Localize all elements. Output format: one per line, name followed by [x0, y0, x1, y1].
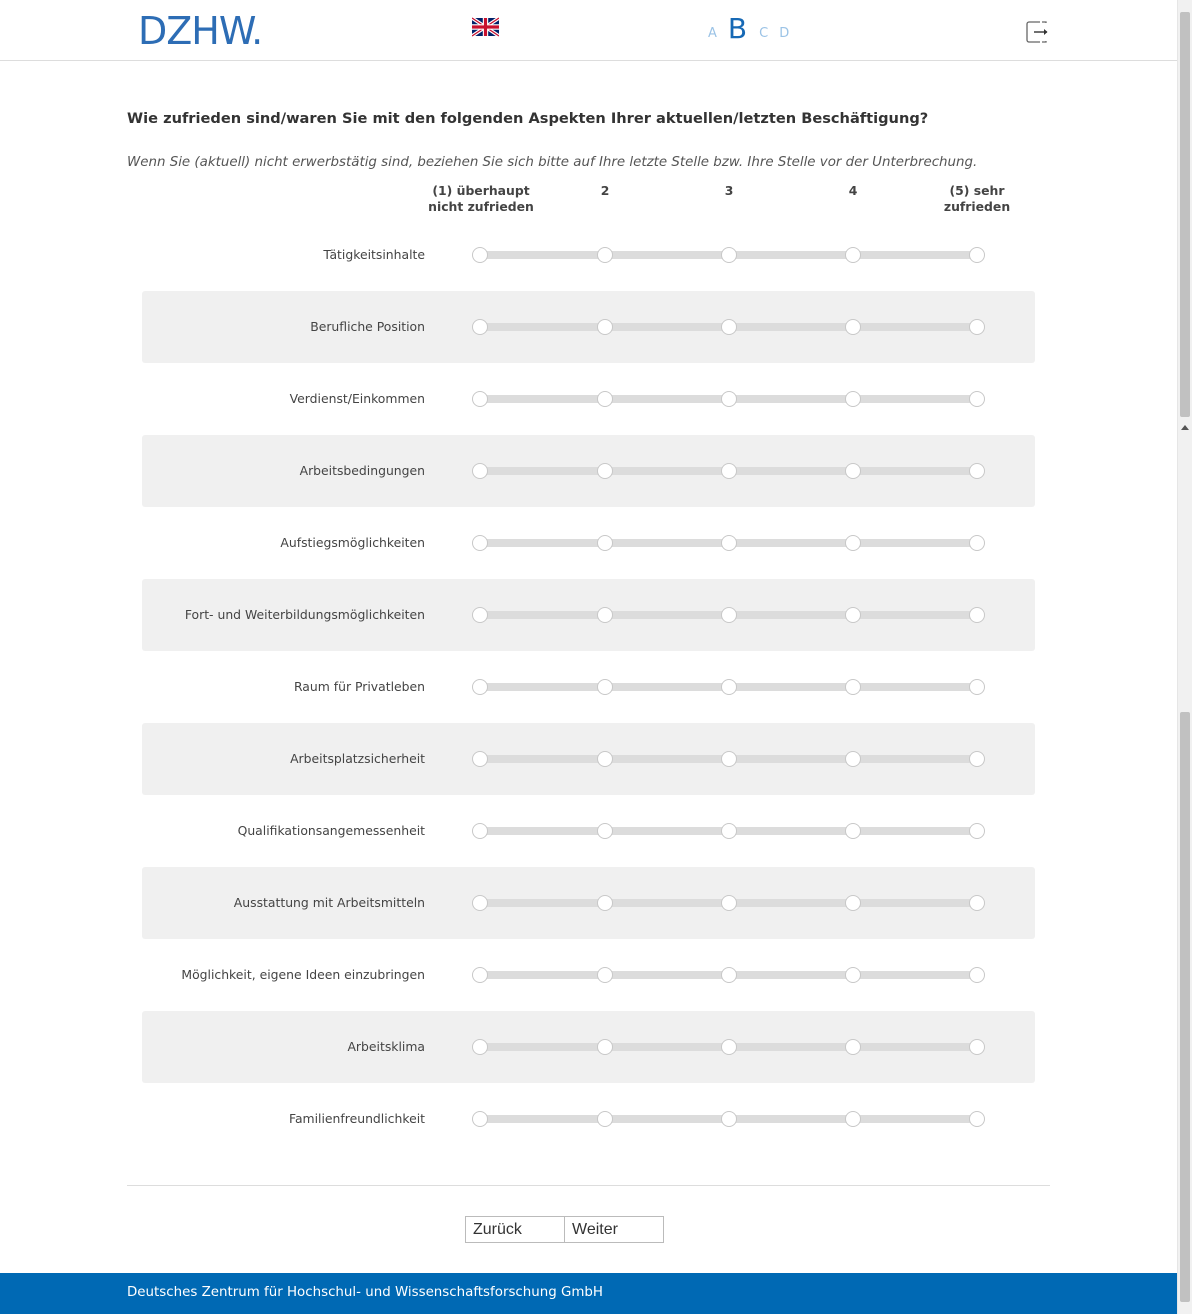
rating-option-4[interactable]: [845, 679, 861, 695]
rating-option-1[interactable]: [472, 967, 488, 983]
rating-option-2[interactable]: [597, 679, 613, 695]
matrix-row: [142, 435, 1035, 507]
next-button[interactable]: Weiter: [564, 1217, 663, 1242]
scrollbar[interactable]: [1177, 0, 1192, 1314]
rating-option-1[interactable]: [472, 751, 488, 767]
matrix-row: [142, 363, 1035, 435]
rating-option-2[interactable]: [597, 463, 613, 479]
rating-option-2[interactable]: [597, 895, 613, 911]
rating-option-2[interactable]: [597, 823, 613, 839]
rating-option-2[interactable]: [597, 607, 613, 623]
rating-option-3[interactable]: [721, 1111, 737, 1127]
rating-option-3[interactable]: [721, 607, 737, 623]
rating-option-5[interactable]: [969, 1111, 985, 1127]
rating-option-4[interactable]: [845, 1039, 861, 1055]
rating-option-1[interactable]: [472, 463, 488, 479]
rating-option-2[interactable]: [597, 751, 613, 767]
rating-option-3[interactable]: [721, 967, 737, 983]
matrix-row: [142, 867, 1035, 939]
rating-option-1[interactable]: [472, 391, 488, 407]
matrix-row: [142, 1011, 1035, 1083]
rating-option-3[interactable]: [721, 823, 737, 839]
rating-option-2[interactable]: [597, 535, 613, 551]
scale-label-4-line1: 4: [848, 183, 858, 198]
matrix-row-label: Berufliche Position: [310, 319, 425, 334]
question-instruction: Wenn Sie (aktuell) nicht erwerbstätig sind, beziehen Sie sich bitte auf Ihre letzte Stelle bzw. Ihre Stelle vor der Unterbrechung.: [127, 155, 978, 170]
matrix-row-label: Qualifikationsangemessenheit: [237, 823, 425, 838]
rating-option-2[interactable]: [597, 1111, 613, 1127]
rating-option-4[interactable]: [845, 895, 861, 911]
rating-option-3[interactable]: [721, 751, 737, 767]
dzhw-logo: DZHW.: [138, 9, 263, 53]
footer-text: Deutsches Zentrum für Hochschul- und Wissenschaftsforschung GmbH: [127, 1285, 603, 1300]
logout-icon[interactable]: [1026, 21, 1049, 43]
rating-option-1[interactable]: [472, 247, 488, 263]
scroll-up-arrow[interactable]: [1181, 425, 1189, 430]
rating-option-1[interactable]: [472, 319, 488, 335]
rating-option-3[interactable]: [721, 895, 737, 911]
matrix-row: [142, 579, 1035, 651]
matrix-row-label: Fort- und Weiterbildungsmöglichkeiten: [184, 607, 425, 622]
rating-option-5[interactable]: [969, 607, 985, 623]
rating-option-5[interactable]: [969, 463, 985, 479]
rating-option-5[interactable]: [969, 967, 985, 983]
matrix-row: [142, 723, 1035, 795]
rating-option-1[interactable]: [472, 823, 488, 839]
matrix-row-label: Möglichkeit, eigene Ideen einzubringen: [181, 967, 425, 982]
scrollbar-thumb-top[interactable]: [1180, 12, 1190, 417]
question-title: Wie zufrieden sind/waren Sie mit den folgenden Aspekten Ihrer aktuellen/letzten Beschäftigung?: [127, 110, 929, 127]
rating-option-5[interactable]: [969, 1039, 985, 1055]
rating-option-4[interactable]: [845, 1111, 861, 1127]
matrix-row: [142, 219, 1035, 291]
scale-label-5-line2: zufrieden: [943, 199, 1011, 214]
rating-option-4[interactable]: [845, 823, 861, 839]
rating-option-3[interactable]: [721, 535, 737, 551]
page-footer: [0, 1273, 1177, 1314]
matrix-row: [142, 1083, 1035, 1155]
scale-label-2-line1: 2: [600, 183, 610, 198]
rating-option-5[interactable]: [969, 535, 985, 551]
matrix-row: [142, 651, 1035, 723]
back-button[interactable]: Zurück: [466, 1217, 564, 1242]
rating-option-2[interactable]: [597, 247, 613, 263]
rating-option-4[interactable]: [845, 319, 861, 335]
rating-option-4[interactable]: [845, 967, 861, 983]
scale-label-5-line1: (5) sehr: [949, 183, 1005, 198]
rating-option-3[interactable]: [721, 679, 737, 695]
rating-option-4[interactable]: [845, 751, 861, 767]
matrix-row-label: Arbeitsplatzsicherheit: [290, 751, 425, 766]
rating-option-4[interactable]: [845, 247, 861, 263]
rating-option-1[interactable]: [472, 895, 488, 911]
navigation-buttons: [465, 1216, 664, 1243]
rating-option-3[interactable]: [721, 247, 737, 263]
rating-option-5[interactable]: [969, 751, 985, 767]
matrix-row-label: Aufstiegsmöglichkeiten: [280, 535, 425, 550]
divider: [127, 1185, 1050, 1186]
rating-option-5[interactable]: [969, 247, 985, 263]
font-size-c[interactable]: C: [759, 26, 769, 41]
font-size-a[interactable]: A: [708, 26, 717, 41]
font-size-switcher: [708, 10, 800, 44]
rating-option-2[interactable]: [597, 319, 613, 335]
scale-label-1: [411, 183, 551, 215]
rating-option-5[interactable]: [969, 679, 985, 695]
rating-option-1[interactable]: [472, 679, 488, 695]
scrollbar-thumb[interactable]: [1180, 712, 1190, 1302]
rating-option-2[interactable]: [597, 967, 613, 983]
matrix-row-label: Raum für Privatleben: [293, 679, 425, 694]
rating-option-3[interactable]: [721, 463, 737, 479]
rating-option-1[interactable]: [472, 535, 488, 551]
uk-flag-icon[interactable]: [472, 17, 499, 37]
scale-label-3: [659, 183, 799, 199]
rating-option-1[interactable]: [472, 1111, 488, 1127]
matrix-row: [142, 939, 1035, 1011]
rating-option-4[interactable]: [845, 607, 861, 623]
matrix-row-label: Ausstattung mit Arbeitsmitteln: [233, 895, 425, 910]
rating-option-1[interactable]: [472, 1039, 488, 1055]
matrix-row: [142, 507, 1035, 579]
scale-label-1-line2: nicht zufrieden: [428, 199, 534, 214]
matrix-row: [142, 795, 1035, 867]
scale-label-1-line1: (1) überhaupt: [432, 183, 530, 198]
rating-option-3[interactable]: [721, 391, 737, 407]
rating-option-4[interactable]: [845, 391, 861, 407]
rating-option-5[interactable]: [969, 319, 985, 335]
rating-option-3[interactable]: [721, 1039, 737, 1055]
page-header: [0, 0, 1177, 61]
matrix-row-label: Arbeitsklima: [347, 1039, 425, 1054]
matrix-row-label: Tätigkeitsinhalte: [323, 247, 425, 262]
rating-option-5[interactable]: [969, 895, 985, 911]
matrix-row-label: Arbeitsbedingungen: [299, 463, 425, 478]
rating-option-4[interactable]: [845, 463, 861, 479]
rating-option-2[interactable]: [597, 1039, 613, 1055]
scale-label-5: [907, 183, 1047, 215]
scale-label-2: [535, 183, 675, 199]
rating-option-3[interactable]: [721, 319, 737, 335]
rating-option-5[interactable]: [969, 391, 985, 407]
matrix-row-label: Verdienst/Einkommen: [289, 391, 425, 406]
rating-option-2[interactable]: [597, 391, 613, 407]
matrix-row: [142, 291, 1035, 363]
scale-label-3-line1: 3: [724, 183, 734, 198]
matrix-row-label: Familienfreundlichkeit: [288, 1111, 425, 1126]
font-size-b[interactable]: B: [727, 12, 748, 45]
rating-option-1[interactable]: [472, 607, 488, 623]
scale-label-4: [783, 183, 923, 199]
font-size-d[interactable]: D: [779, 26, 790, 41]
rating-option-4[interactable]: [845, 535, 861, 551]
rating-option-5[interactable]: [969, 823, 985, 839]
